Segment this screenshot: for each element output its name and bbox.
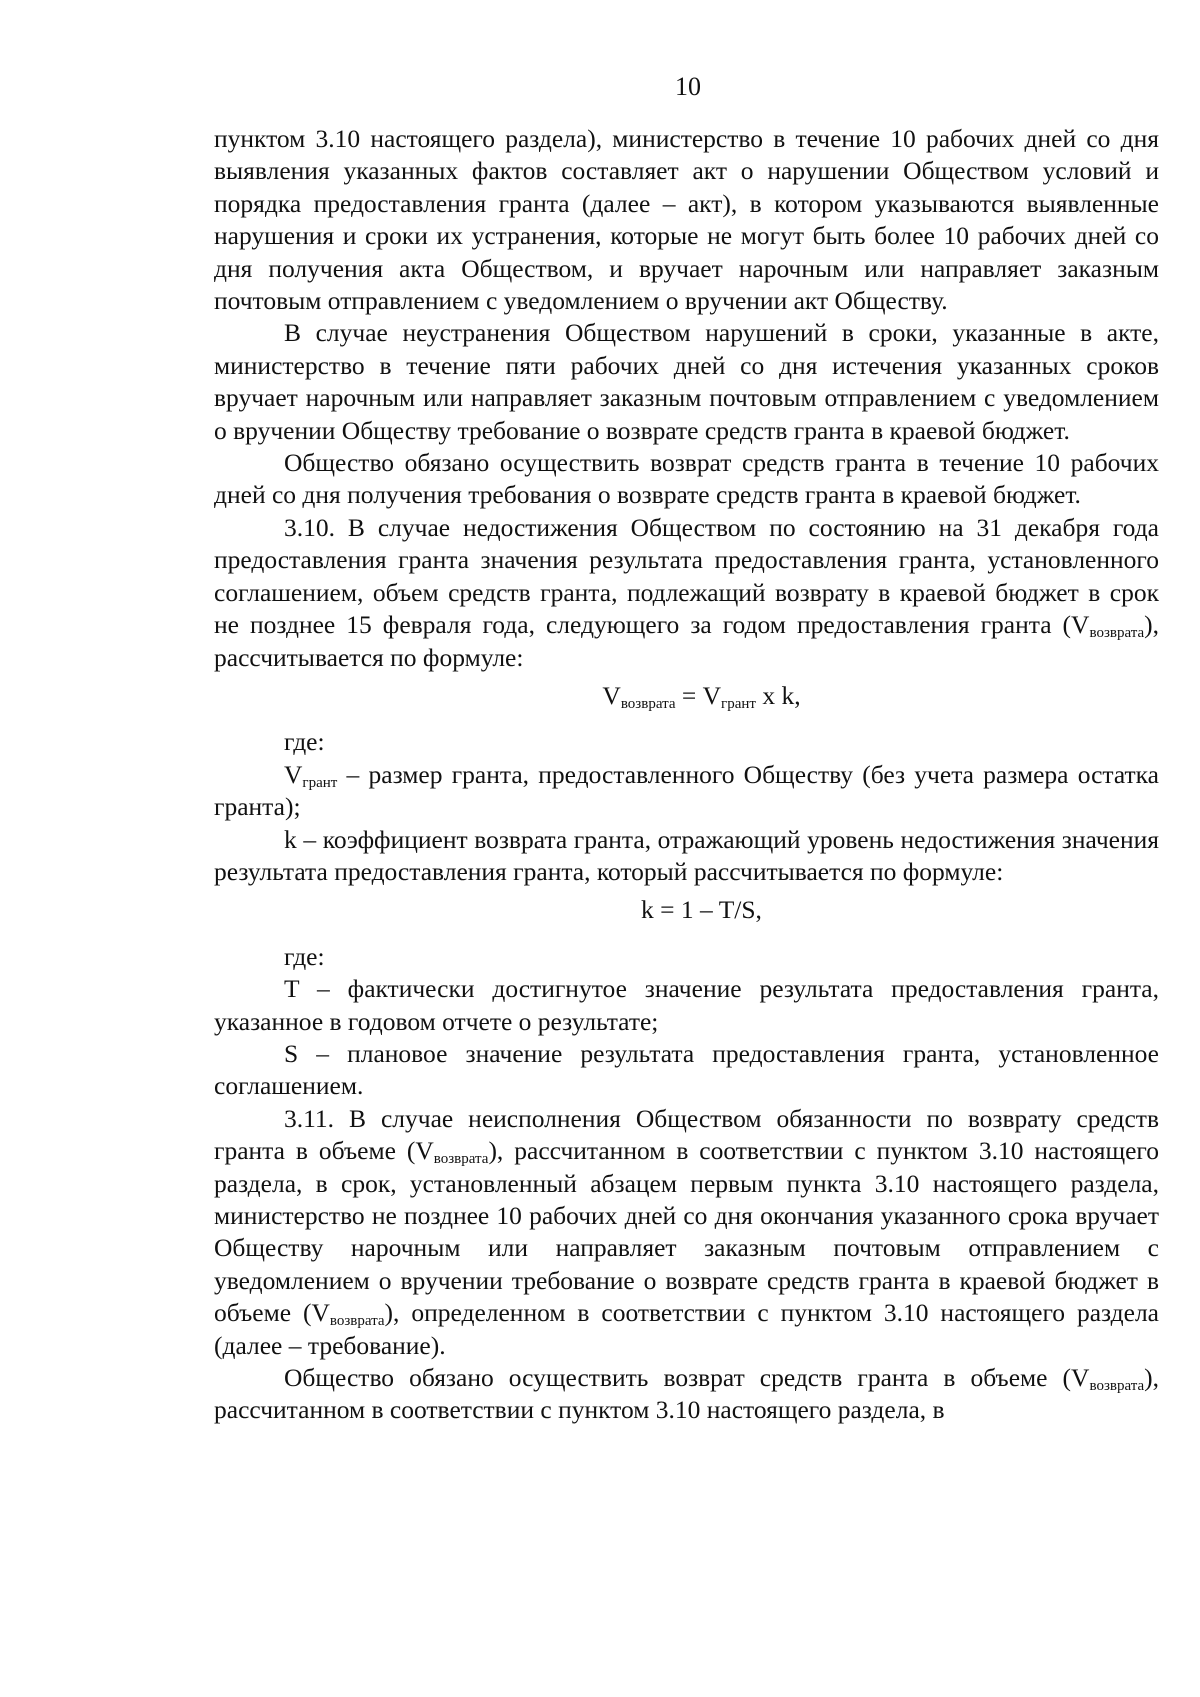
paragraph-3-11 <box>214 1103 1159 1362</box>
formula-sub1: возврата <box>620 695 676 712</box>
para-3-10-tail: ), рассчитывается по формуле: <box>214 610 1159 672</box>
v-subscript: возврата <box>1089 625 1145 642</box>
para-3-11-sub2: возврата <box>329 1313 385 1330</box>
formula-v2: V <box>702 680 722 710</box>
where-label-2: где: <box>284 941 325 971</box>
where-label-1: где: <box>284 727 325 757</box>
formula-eq: = <box>675 680 703 710</box>
def-v-text: – размер гранта, предоставленного Обществу (без учета размера остатка гранта); <box>214 759 1159 822</box>
formula-v1: V <box>602 680 621 710</box>
para-6-sub: возврата <box>1089 1378 1145 1395</box>
paragraph-return-volume <box>214 1362 1159 1427</box>
paragraph-return-obligation: Общество обязано осуществить возврат средств гранта в течение 10 рабочих дней со дня получения требования о возврате средств гранта в краевой бюджет. <box>214 448 1159 510</box>
para-3-11-v1: V <box>415 1136 434 1166</box>
para-3-10-text: 3.10. В случае недостижения Обществом по состоянию на 31 декабря года предоставления гранта значения результата предоставления гранта, установленного соглашением, объем средств гранта, подлежащий возврату в краевой бюджет в срок не позднее 15 февраля года, следующего за годом предоставления гранта ( <box>214 512 1159 640</box>
para-6-v: V <box>1071 1363 1090 1393</box>
definition-s: S – плановое значение результата предоставления гранта, установленное соглашением. <box>214 1038 1159 1101</box>
paragraph-3-10 <box>214 512 1159 674</box>
document-body <box>214 123 1159 1427</box>
formula-v-return <box>214 680 1159 712</box>
para-6-part1: Общество обязано осуществить возврат средств гранта в объеме ( <box>284 1363 1072 1393</box>
page-number: 10 <box>675 72 701 101</box>
paragraph-act-violation: пунктом 3.10 настоящего раздела), министерство в течение 10 рабочих дней со дня выявления указанных фактов составляет акт о нарушении Обществом условий и порядка предоставления гранта (далее – акт), в котором указываются выявленные нарушения и сроки их устранения, которые не могут быть более 10 рабочих дней со дня получения акта Обществом, и вручает нарочным или направляет заказным почтовым отправлением с уведомлением о вручении акт Обществу. <box>214 124 1159 316</box>
definition-t: T – фактически достигнутое значение результата предоставления гранта, указанное в годовом отчете о результате; <box>214 974 1159 1036</box>
formula-k: k = 1 – T/S, <box>641 895 762 925</box>
para-3-11-sub1: возврата <box>433 1151 489 1168</box>
paragraph-non-elimination: В случае неустранения Обществом нарушений в сроки, указанные в акте, министерство в течение пяти рабочих дней со дня истечения указанных сроков вручает нарочным или направляет заказным почтовым отправлением с уведомлением о вручении Обществу требование о возврате средств гранта в краевой бюджет. <box>214 318 1159 445</box>
def-v-subscript: грант <box>302 774 338 791</box>
definition-v-grant <box>214 759 1159 824</box>
formula-sub2: грант <box>721 695 756 712</box>
para-3-11-part1: 3.11. В случае неисполнения Обществом обязанности по возврату средств гранта в объеме ( <box>214 1103 1159 1166</box>
def-v-symbol: V <box>284 759 303 789</box>
formula-rest: x k, <box>755 680 801 710</box>
para-3-11-part2: ), рассчитанном в соответствии с пунктом 3.10 настоящего раздела, в срок, установленный абзацем первым пункта 3.10 настоящего раздела, министерство не позднее 10 рабочих дней со дня окончания указанного срока вручает Обществу нарочным или направляет заказным почтовым отправлением с уведомлением о вручении требование о возврате средств гранта в краевой бюджет в объеме ( <box>214 1136 1160 1328</box>
definition-k: k – коэффициент возврата гранта, отражающий уровень недостижения значения результата предоставления гранта, который рассчитывается по формуле: <box>214 824 1159 886</box>
para-3-11-v2: V <box>311 1298 330 1328</box>
v-symbol: V <box>1071 610 1090 640</box>
para-3-11-part3: ), определенном в соответствии с пунктом 3.10 настоящего раздела (далее – требование). <box>214 1298 1159 1360</box>
para-6-part2: ), рассчитанном в соответствии с пунктом 3.10 настоящего раздела, в <box>214 1363 1159 1425</box>
